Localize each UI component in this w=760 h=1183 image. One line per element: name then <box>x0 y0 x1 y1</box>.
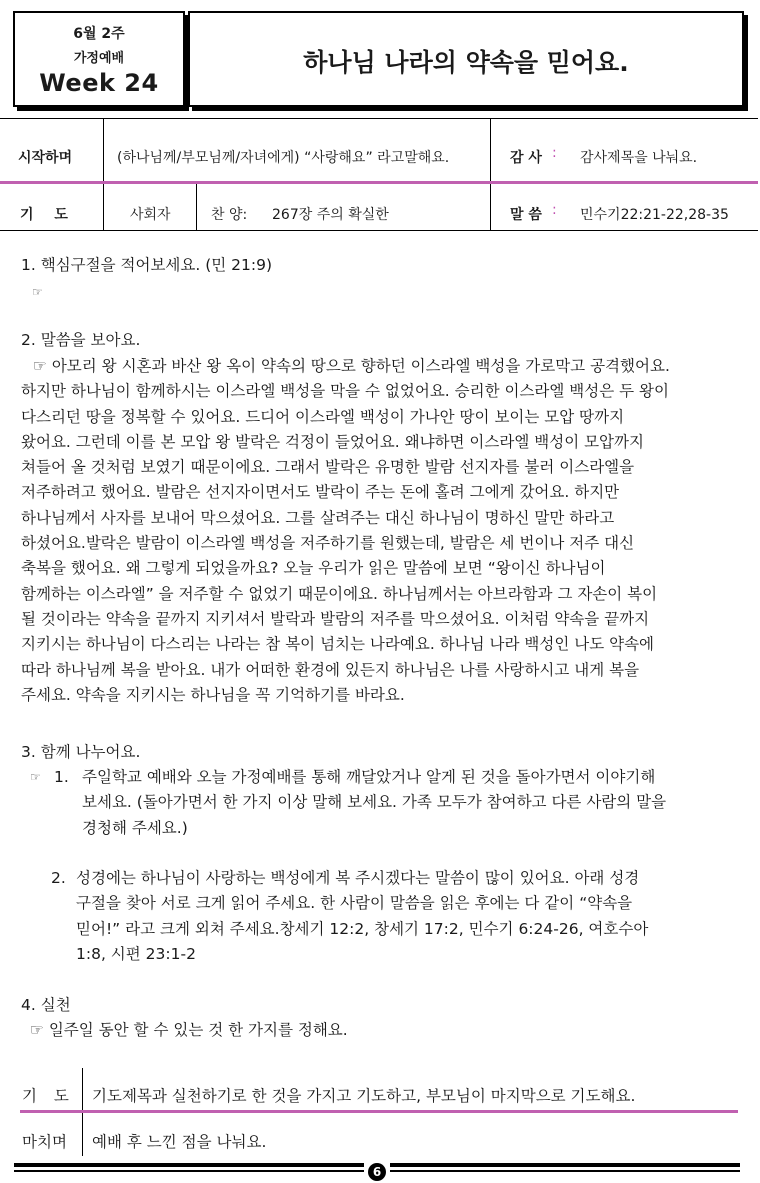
section3-item1 <box>82 765 746 841</box>
title-box <box>188 11 744 107</box>
prayer-label: 기 도 <box>20 207 76 223</box>
body-line: 저주하려고 했어요. 발람은 선지자이면서도 발락이 주는 돈에 홀려 그에게 갔어요. 하지만 <box>21 483 620 502</box>
item-line: 믿어!” 라고 크게 외쳐 주세요.창세기 12:2, 창세기 17:2, 민수기 6:24-26, 여호수아 <box>76 919 649 938</box>
footer-rule-left <box>14 1163 364 1167</box>
body-line: 하나님께서 사자를 보내어 막으셨어요. 그를 살려주는 대신 하나님이 명하신 말만 하라고 <box>21 508 615 527</box>
section3-item2 <box>76 866 746 967</box>
closing-prayer-text: 기도제목과 실천하기로 한 것을 가지고 기도하고, 부모님이 마지막으로 기도해요. <box>92 1087 636 1105</box>
body-line: 하셨어요.발락은 발람이 이스라엘 백성을 저주하기를 원했는데, 발람은 세 번이나 저주 대신 <box>21 534 635 553</box>
info-divider-1 <box>103 119 104 183</box>
item-line: 주일학교 예배와 오늘 가정예배를 통해 깨달았거나 알게 된 것을 돌아가면서 이야기해 <box>82 768 656 786</box>
info-divider-2 <box>490 119 491 183</box>
item-line: 성경에는 하나님이 사랑하는 백성에게 복 주시겠다는 말씀이 많이 있어요. 아래 성경 <box>76 869 640 887</box>
body-line: 축복을 했어요. 왜 그렇게 되었을까요? 오늘 우리가 읽은 말씀에 보면 “왕이신 하나님이 <box>21 559 606 578</box>
body-line: 하지만 하나님이 함께하시는 이스라엘 백성을 막을 수 없었어요. 승리한 이스라엘 백성은 두 왕이 <box>21 382 670 401</box>
body-line: 지키시는 하나님이 다스리는 나라는 참 복이 넘치는 나라예요. 하나님 나라 백성인 나도 약속에 <box>21 635 655 654</box>
word-colon: : <box>552 202 557 218</box>
week-number: Week 24 <box>39 69 159 97</box>
section2-heading: 2. 말씀을 보아요. <box>21 331 141 349</box>
footer-rule-left-thin <box>14 1170 364 1172</box>
leader-label: 사회자 <box>130 207 171 223</box>
item-line: 경청해 주세요.) <box>82 818 188 837</box>
body-line: 다스리던 땅을 정복할 수 있어요. 드디어 이스라엘 백성이 가나안 땅이 보이는 모압 땅까지 <box>21 407 625 426</box>
hymn-label: 찬 양: <box>211 207 248 223</box>
week-subtitle: 가정예배 <box>73 51 125 66</box>
page-title: 하나님 나라의 약속을 믿어요. <box>303 48 629 77</box>
section3-heading: 3. 함께 나누어요. <box>21 743 141 761</box>
info-top-rule <box>0 118 758 119</box>
body-line: ☞ 아모리 왕 시혼과 바산 왕 옥이 약속의 땅으로 향하던 이스라엘 백성을 가로막고 공격했어요. <box>33 357 670 375</box>
hymn-text: 267장 주의 확실한 <box>272 207 389 223</box>
start-label: 시작하며 <box>18 150 73 166</box>
item-line: 1:8, 시편 23:1-2 <box>76 944 196 963</box>
section3-item2-number: 2. <box>51 869 66 887</box>
info-divider-3 <box>103 184 104 230</box>
closing-end-label: 마치며 <box>22 1133 67 1151</box>
info-divider-5 <box>490 184 491 230</box>
footer-rule-right-thin <box>390 1170 740 1172</box>
section4-heading: 4. 실천 <box>21 996 71 1014</box>
item-line: 보세요. (돌아가면서 한 가지 이상 말해 보세요. 가족 모두가 참여하고 다른 사람의 말을 <box>82 793 667 812</box>
closing-rule <box>20 1110 738 1113</box>
closing-end-text: 예배 후 느낀 점을 나눠요. <box>92 1133 267 1151</box>
section4-text: ☞ 일주일 동안 할 수 있는 것 한 가지를 정해요. <box>30 1021 348 1039</box>
section3-pointer: ☞ <box>30 770 41 784</box>
body-line: 될 것이라는 약속을 끝까지 지키셔서 발락과 발람의 저주를 막으셨어요. 이처럼 약속을 끝까지 <box>21 609 650 628</box>
section1-pointer: ☞ <box>32 285 43 299</box>
body-line: 쳐들어 올 것처럼 보였기 때문이에요. 그래서 발락은 유명한 발람 선지자를 불러 이스라엘을 <box>21 458 635 477</box>
closing-prayer-label: 기 도 <box>22 1087 75 1105</box>
info-divider-4 <box>196 184 197 230</box>
thanks-colon: : <box>552 145 557 161</box>
section3-item1-number: 1. <box>54 768 69 786</box>
body-line: 함께하는 이스라엘” 을 저주할 수 없었기 때문이에요. 하나님께서는 아브라함과 그 자손이 복이 <box>21 584 658 603</box>
week-date: 6월 2주 <box>73 26 125 42</box>
body-line: 따라 하나님께 복을 받아요. 내가 어떠한 환경에 있든지 하나님은 나를 사랑하시고 내게 복을 <box>21 660 640 679</box>
body-line: 주세요. 약속을 지키시는 하나님을 꼭 기억하기를 바라요. <box>21 685 405 704</box>
week-box <box>13 11 185 107</box>
footer-rule-right <box>390 1163 740 1167</box>
info-middle-rule <box>0 181 758 184</box>
section2-body <box>21 354 747 708</box>
info-bottom-rule <box>0 230 758 231</box>
word-text: 민수기22:21-22,28-35 <box>580 207 729 223</box>
page-number: 6 <box>368 1163 386 1181</box>
item-line: 구절을 찾아 서로 크게 읽어 주세요. 한 사람이 말씀을 읽은 후에는 다 같이 “약속을 <box>76 894 633 913</box>
thanks-text: 감사제목을 나눠요. <box>580 150 698 166</box>
word-label: 말 씀 <box>510 207 542 223</box>
thanks-label: 감 사 <box>510 150 542 166</box>
start-text: (하나님께/부모님께/자녀에게) “사랑해요” 라고말해요. <box>117 150 450 166</box>
section1-heading: 1. 핵심구절을 적어보세요. (민 21:9) <box>21 256 273 274</box>
body-line: 왔어요. 그런데 이를 본 모압 왕 발락은 걱정이 들었어요. 왜냐하면 이스라엘 백성이 모압까지 <box>21 432 644 451</box>
